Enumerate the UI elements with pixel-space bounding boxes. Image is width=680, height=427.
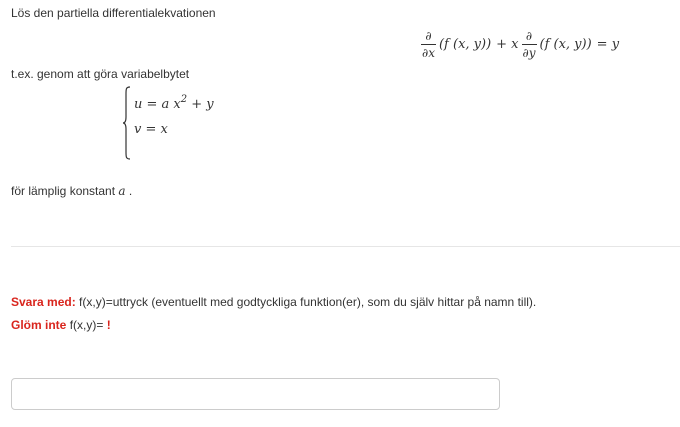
- partial-x-numerator: ∂: [425, 28, 432, 43]
- left-brace-icon: [122, 86, 132, 160]
- system-line-u-lhs: u = a x: [134, 97, 181, 112]
- partial-x-fraction: [421, 30, 436, 59]
- constant-symbol: a: [118, 184, 126, 198]
- substitution-system: [122, 86, 242, 160]
- partial-y-numerator: ∂: [525, 28, 533, 43]
- system-line-v: v = x: [134, 122, 168, 137]
- answer-instruction: [11, 295, 536, 309]
- partial-y-fraction: [522, 30, 537, 59]
- substitution-label: t.ex. genom att göra variabelbytet: [11, 67, 190, 81]
- plus-x-term: + x: [496, 36, 519, 52]
- reminder-exclamation: !: [106, 318, 111, 332]
- problem-intro: Lös den partiella differentialekvationen: [11, 6, 216, 20]
- answer-label-bold: Svara med:: [11, 295, 76, 309]
- constant-prefix: för lämplig konstant: [11, 184, 116, 198]
- constant-line: [11, 184, 132, 198]
- function-term-2: (f (x, y)): [539, 36, 592, 52]
- answer-label-text: f(x,y)=uttryck (eventuellt med godtyckliga funktion(er), som du själv hittar på namn till).: [79, 295, 537, 309]
- system-line-u-exponent: 2: [180, 94, 188, 105]
- answer-input[interactable]: [11, 378, 500, 410]
- pde-equation: [418, 26, 619, 62]
- reminder-line: [11, 318, 111, 332]
- system-line-u-rhs: + y: [191, 97, 214, 112]
- section-divider: [11, 246, 680, 247]
- partial-y-denominator: ∂y: [522, 45, 536, 60]
- partial-x-denominator: ∂x: [422, 45, 435, 60]
- function-term-1: (f (x, y)): [438, 36, 492, 52]
- equals-y-term: = y: [596, 36, 620, 52]
- reminder-text: f(x,y)=: [69, 318, 104, 332]
- reminder-bold: Glöm inte: [11, 318, 67, 332]
- constant-suffix: .: [128, 184, 133, 198]
- system-line-u: [134, 94, 214, 112]
